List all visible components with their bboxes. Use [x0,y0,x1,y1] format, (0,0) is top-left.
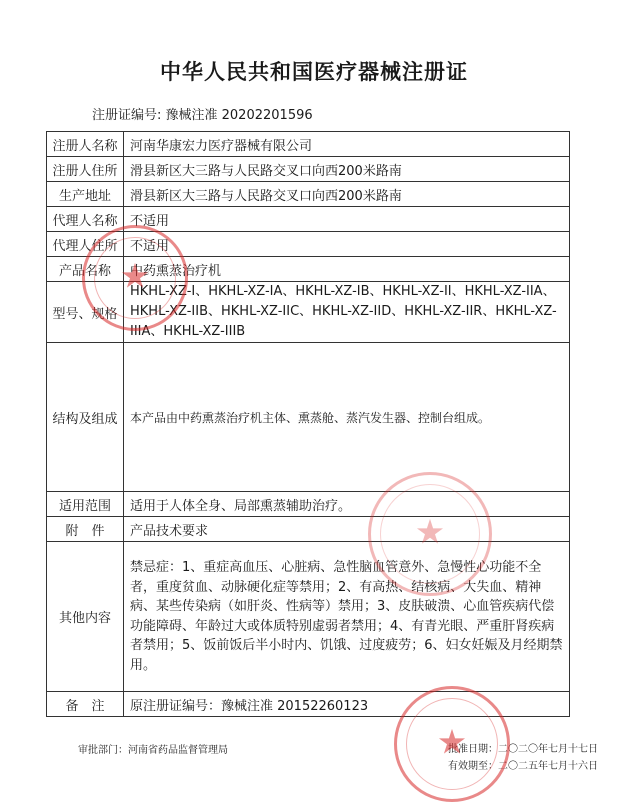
table-row [47,257,570,282]
row-value: 本产品由中药熏蒸治疗机主体、熏蒸舱、蒸汽发生器、控制台组成。 [124,343,570,492]
row-value: 不适用 [124,232,570,257]
row-label: 生产地址 [47,182,124,207]
certificate-table [46,131,570,717]
valid-until-date: 有效期至：二〇二五年七月十六日 [448,761,598,772]
table-row [47,182,570,207]
row-value: 河南华康宏力医疗器械有限公司 [124,132,570,157]
table-row [47,282,570,343]
row-value: 产品技术要求 [124,517,570,542]
approval-dates [448,741,598,775]
table-row [47,207,570,232]
row-value: 不适用 [124,207,570,232]
row-label: 附 件 [47,517,124,542]
row-value: HKHL-XZ-I、HKHL-XZ-IA、HKHL-XZ-IB、HKHL-XZ-II、HKHL-XZ-IIA、HKHL-XZ-IIB、HKHL-XZ-IIC、HKHL-XZ-IID、HKHL-XZ-IIR、HKHL-XZ-IIIA、HKHL-XZ-IIIB [124,282,570,343]
row-value: 滑县新区大三路与人民路交叉口向西200米路南 [124,182,570,207]
row-value: 适用于人体全身、局部熏蒸辅助治疗。 [124,492,570,517]
table-row [47,132,570,157]
table-row [47,343,570,492]
approval-department: 审批部门：河南省药品监督管理局 [78,745,228,756]
table-row [47,517,570,542]
row-value: 禁忌症：1、重症高血压、心脏病、急性脑血管意外、急慢性心功能不全者，重度贫血、动脉硬化症等禁用；2、有高热、结核病、大失血、精神病、某些传染病（如肝炎、性病等）禁用；3、皮肤破溃、心血管疾病代偿功能障碍、年龄过大或体质特别虚弱者禁用；4、有青光眼、严重肝肾疾病者禁用；5、饭前饭后半小时内、饥饿、过度疲劳；6、妇女妊娠及月经期禁用。 [124,542,570,692]
table-row [47,692,570,717]
row-label: 产品名称 [47,257,124,282]
table-row [47,232,570,257]
row-label: 结构及组成 [47,343,124,492]
table-row [47,492,570,517]
row-label: 备 注 [47,692,124,717]
row-label: 型号、规格 [47,282,124,343]
official-seal-icon: ★ [82,225,188,331]
page-title: 中华人民共和国医疗器械注册证 [160,59,468,84]
row-label: 代理人名称 [47,207,124,232]
registration-number: 注册证编号: 豫械注准 20202201596 [92,108,313,123]
row-label: 适用范围 [47,492,124,517]
company-seal-icon: ★ [368,472,492,596]
row-value: 原注册证编号：豫械注准 20152260123 [124,692,570,717]
row-label: 注册人名称 [47,132,124,157]
row-value: 滑县新区大三路与人民路交叉口向西200米路南 [124,157,570,182]
row-label: 代理人住所 [47,232,124,257]
table-row [47,542,570,692]
table-row [47,157,570,182]
approval-date: 批准日期：二〇二〇年七月十七日 [448,744,598,755]
official-seal-icon: ★ [394,686,510,802]
row-value: 中药熏蒸治疗机 [124,257,570,282]
row-label: 注册人住所 [47,157,124,182]
row-label: 其他内容 [47,542,124,692]
